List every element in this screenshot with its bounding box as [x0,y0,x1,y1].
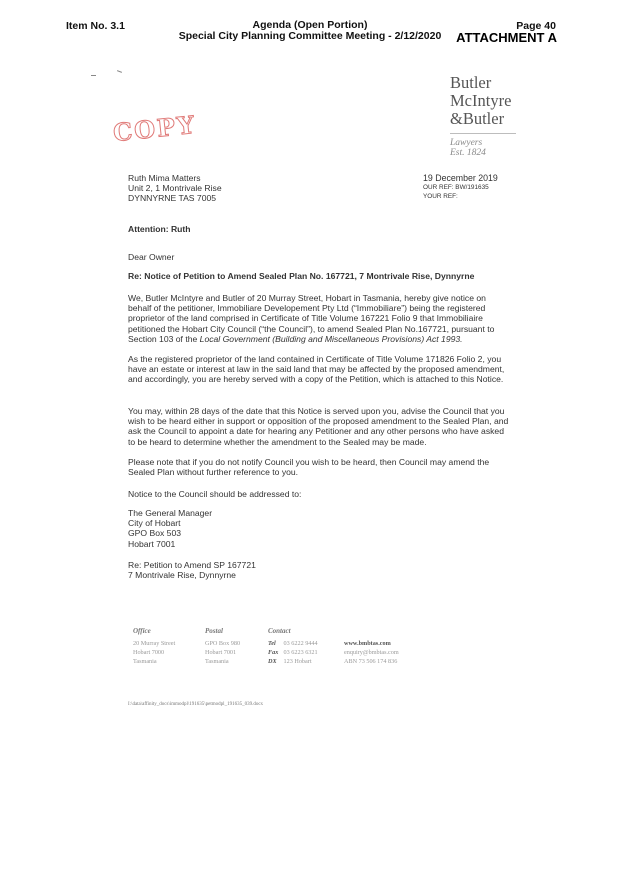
footer-contact-line [268,648,318,657]
subject-line: Re: Notice of Petition to Amend Sealed Plan No. 167721, 7 Montrivale Rise, Dynnyrne [128,271,475,281]
logo-line: Butler [450,73,492,92]
our-reference: OUR REF: BW/191635 [423,184,489,192]
paragraph-4: Please note that if you do not notify Council you wish to be heard, then Council may amend the Sealed Plan without further reference to you. [128,457,490,478]
logo-lawyers: Lawyers [450,138,483,148]
copy-stamp: COPY [111,109,198,148]
logo-line: McIntyre [450,91,512,110]
footer-postal-line: GPO Box 980 [205,640,241,647]
logo-divider [450,133,516,134]
paragraph-1 [128,293,510,344]
salutation: Dear Owner [128,252,175,262]
paragraph-3: You may, within 28 days of the date that this Notice is served upon you, advise the Council that you wish to be heard either in support or opposition of the proposed amendment to the Sealed Plan, and ask the Council to appoint a date for hearing any Petitioner and any other persons who have asked to be heard to determine whether the amendment to the Sealed may be made. [128,406,509,447]
address-line: GPO Box 503 [128,528,182,539]
page-number: Page 40 [516,20,556,32]
recipient-block [128,173,222,204]
recipient-address: DYNNYRNE TAS 7005 [128,193,217,204]
footer-postal-line: Hobart 7001 [205,649,237,656]
footer-contact [268,627,318,666]
logo-line: &Butler [450,109,505,128]
attachment-label: ATTACHMENT A [456,30,557,45]
address-line: City of Hobart [128,518,181,529]
letter-meta [423,173,498,201]
paragraph-5: Notice to the Council should be addressed to: [128,489,302,499]
footer-contact-line [268,657,318,666]
recipient-name: Ruth Mima Matters [128,173,201,183]
footer-office-line: Tasmania [133,658,157,665]
footer-postal-line: Tasmania [205,658,229,665]
scan-mark [91,75,96,76]
contact-label: DX [268,658,277,665]
footer-website: www.bmbtas.com [344,640,391,647]
scan-mark [117,70,122,73]
contact-label: Tel [268,640,276,647]
attention-line: Attention: Ruth [128,224,191,234]
contact-value: 123 Hobart [283,658,312,665]
item-number: Item No. 3.1 [66,20,125,32]
contact-label: Fax [268,649,279,656]
contact-value: 03 6222 9444 [283,640,318,647]
footer-email: enquiry@bmbtas.com [344,649,399,656]
address-line: Hobart 7001 [128,538,176,549]
footer-postal [205,627,240,666]
your-reference: YOUR REF: [423,193,458,201]
paragraph-2: As the registered proprietor of the land contained in Certificate of Title Volume 171826 Folio 2, you have an estate or interest at law in the said land that may be affected by the proposed amendment, and accordingly, you are hereby served with a copy of the Petition, which is attached to this Notice. [128,354,505,385]
agenda-title: Agenda (Open Portion) [252,19,368,31]
file-path: I:\data\affinity_docs\immodpl\191635\petmodpl_191635_039.docx [128,702,264,707]
footer-office-line: 20 Murray Street [133,640,176,647]
footer-postal-heading: Postal [205,627,223,635]
footer-contact-heading: Contact [268,627,291,635]
contact-value: 03 6223 6321 [283,649,318,656]
act-title: Local Government (Building and Miscellaneous Provisions) Act 1993. [199,333,463,344]
footer-office-heading: Office [133,627,151,635]
reference-block [128,560,256,580]
footer-contact-line [268,639,318,648]
footer-office [133,627,175,666]
council-address [128,508,212,549]
meeting-title: Special City Planning Committee Meeting - 2/12/2020 [178,30,442,42]
reference-line: Re: Petition to Amend SP 167721 [128,560,256,570]
footer-web [344,639,399,666]
logo-established: Est. 1824 [450,148,486,158]
recipient-address: Unit 2, 1 Montrivale Rise [128,183,222,194]
reference-line: 7 Montrivale Rise, Dynnyrne [128,570,236,581]
address-line: The General Manager [128,508,213,518]
letter-date: 19 December 2019 [423,173,498,183]
firm-logo [450,74,516,158]
footer-office-line: Hobart 7000 [133,649,165,656]
footer-abn: ABN 73 506 174 836 [344,658,398,665]
paragraph-1-text: We, Butler McIntyre and Butler of 20 Murray Street, Hobart in Tasmania, hereby give notice on behalf of the petitioner, Immobiliare Developement Pty Ltd (“Immobiliare”) being the registered proprietor of the land comprised in Certificate of Title Volume 167221 Folio 9 that Immobiliaire petitioned the Hobart City Council (“the Council”), to amend Sealed Plan No.167721, pursuant to Section 103 of the [128,293,495,344]
